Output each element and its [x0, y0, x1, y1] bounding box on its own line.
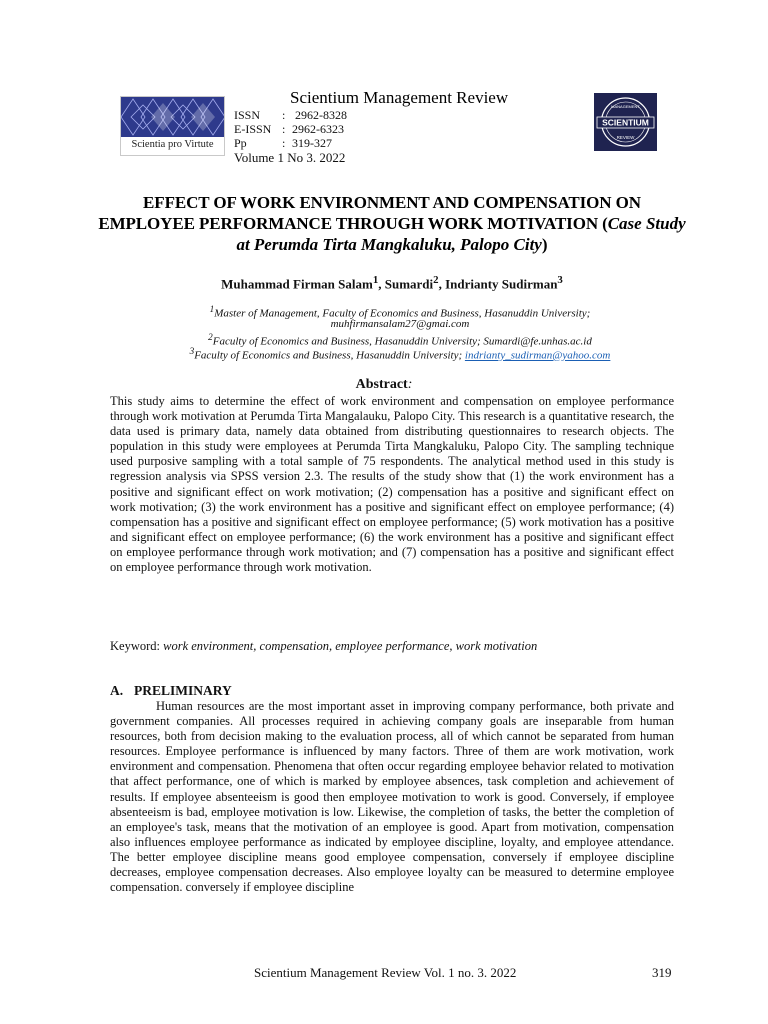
author-2: Sumardi [384, 276, 434, 292]
affiliation-1-email: muhfirmansalam27@gmai.com [330, 318, 470, 330]
seal-bottom-text: REVIEW [616, 135, 635, 140]
logo-caption: Scientia pro Virtute [131, 139, 214, 150]
seal-main-text: SCIENTIUM [602, 117, 649, 128]
abstract-heading [0, 377, 768, 393]
section-title: PRELIMINARY [134, 683, 232, 698]
pages-line [234, 136, 332, 151]
issn-value: 2962-8328 [295, 108, 347, 122]
pages-value: 319-327 [292, 136, 332, 150]
abstract-body: This study aims to determine the effect of work environment and compensation on employee performance through work motivation at Perumda Tirta Mangalauku, Palopo City. This research is a quantitative research, the data used is primary data, namely data obtained from distributing questionnaires to research objects. The population in this study were employees at Perumda Tirta Mangkaluku, Palopo City. The sampling technique used purposive sampling with a total sample of 75 respondents. The analytical method used in this study is regression analysis via SPSS version 2.3. The results of the study show that (1) the work environment has a positive and significant effect on work motivation; (2) compensation has a positive and significant effect on work motivation; (3) the work environment has a positive and significant effect on employee performance; (4) compensation has a positive and significant effect on employee performance; (5) work motivation has a positive and significant effect on employee performance; (6) the work environment has a positive and significant effect on employee performance through work motivation; and (7) compensation has a positive and significant effect on employee performance through work motivation. [110, 394, 674, 575]
author-sep-2: , [438, 276, 446, 292]
author-2-sup: 2 [433, 274, 439, 286]
page-number: 319 [652, 965, 672, 980]
affiliation-2-sup: 2 [208, 332, 213, 342]
eissn-line [234, 122, 344, 137]
section-heading [110, 683, 232, 699]
affiliation-1-text: Master of Management, Faculty of Economics and Business, Hasanuddin University; [214, 307, 591, 320]
issn-line [234, 108, 347, 123]
keyword-label: Keyword: [110, 639, 164, 653]
journal-logo-right [594, 93, 657, 151]
affiliation-3-email-link[interactable]: indrianty_sudirman@yahoo.com [464, 349, 611, 362]
keyword-values: work environment, compensation, employee performance, work motivation [163, 639, 538, 653]
affiliation-3-text: Faculty of Economics and Business, Hasanuddin University; [194, 349, 465, 362]
eissn-value: 2962-6323 [292, 122, 344, 136]
journal-logo-left [120, 96, 225, 156]
paper-title [96, 192, 688, 255]
author-3: Indrianty Sudirman [445, 276, 558, 292]
section-number: A. [110, 683, 124, 698]
pages-sep: : [282, 136, 286, 150]
issn-label: ISSN [234, 108, 261, 122]
author-sep-1: , [378, 276, 385, 292]
affiliation-3 [120, 346, 680, 362]
title-close: ) [541, 235, 548, 254]
issn-sep: : [282, 108, 286, 122]
author-1: Muhammad Firman Salam [221, 276, 373, 292]
author-3-sup: 3 [557, 274, 563, 286]
affiliation-3-sup: 3 [189, 346, 195, 356]
scientium-seal-icon [594, 93, 657, 151]
author-list [96, 274, 688, 292]
section-body: Human resources are the most important asset in improving company performance, both private and government companies. All processes required in achieving company goals are inseparable from human resources, both from decision making to the evaluation process, all of which cannot be separated from human resources. Employee performance is influenced by many factors. Three of them are work motivation, work environment and compensation. Phenomena that often occur regarding employee behavior related to motivation that affect performance, one of which is marked by employee absences, task completion and achievement of results. If employee absenteeism is good then employee motivation to work is good. Conversely, if employee absenteeism is bad, employee motivation is low. Likewise, the completion of tasks, the better the completion of an employee's task, means that the motivation of an employee is good. Apart from motivation, compensation also influences employee performance as indicated by employee discipline, loyalty, and employee attendance. The better employee discipline means good employee compensation, conversely if employee discipline decreases, employee compensation decreases. Also employee loyalty can be measured to determine employee compensation. conversely if employee discipline [110, 699, 674, 895]
pages-label: Pp [234, 136, 247, 150]
affiliation-2-text: Faculty of Economics and Business, Hasanuddin University; Sumardi@fe.unhas.ac.id [212, 335, 592, 348]
diamond-pattern-icon [121, 97, 224, 137]
eissn-sep: : [282, 122, 286, 136]
volume-issue: Volume 1 No 3. 2022 [234, 150, 346, 165]
journal-name: Scientium Management Review [290, 88, 509, 107]
keywords [110, 639, 537, 654]
seal-top-text: MANAGEMENT [611, 104, 640, 109]
abstract-heading-colon: : [407, 377, 413, 392]
logo-pattern-band [121, 97, 224, 137]
eissn-label: E-ISSN [234, 122, 272, 136]
author-1-sup: 1 [372, 274, 379, 286]
abstract-heading-text: Abstract [355, 377, 408, 392]
title-main: EFFECT OF WORK ENVIRONMENT AND COMPENSATION ON EMPLOYEE PERFORMANCE THROUGH WORK MOTIVATION ( [98, 193, 641, 233]
title-case-study: Case Study at Perumda Tirta Mangkaluku, Palopo City [236, 214, 686, 254]
page-footer: Scientium Management Review Vol. 1 no. 3. 2022 [254, 965, 517, 980]
affiliation-1-sup: 1 [209, 304, 215, 314]
